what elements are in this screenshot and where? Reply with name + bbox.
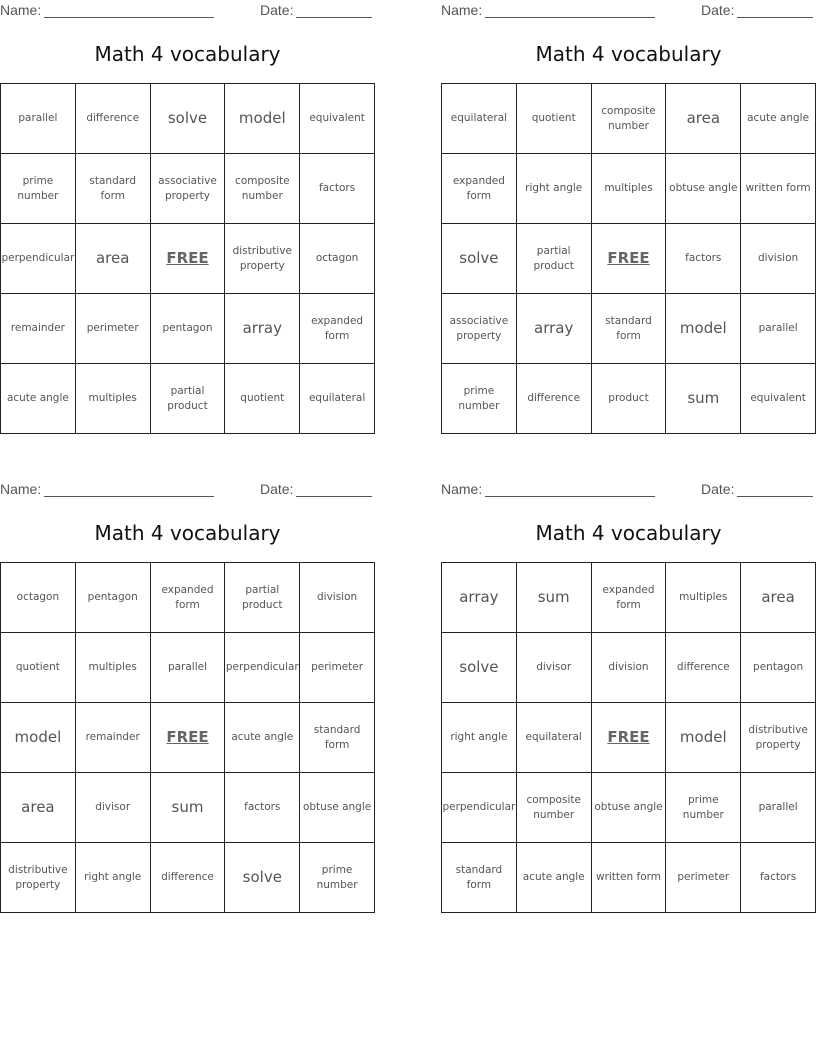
bingo-cell[interactable]: standard form: [442, 843, 517, 913]
bingo-card-1: [0, 0, 375, 412]
bingo-cell[interactable]: prime number: [666, 773, 741, 843]
bingo-cell[interactable]: standard form: [76, 154, 151, 224]
bingo-cell[interactable]: perimeter: [666, 843, 741, 913]
bingo-cell[interactable]: remainder: [1, 294, 76, 364]
bingo-cell[interactable]: distributive property: [225, 224, 300, 294]
bingo-cell[interactable]: factors: [300, 154, 375, 224]
bingo-card-3: [0, 479, 375, 891]
card-title: Math 4 vocabulary: [535, 521, 722, 545]
bingo-cell[interactable]: parallel: [151, 633, 226, 703]
bingo-cell[interactable]: difference: [151, 843, 226, 913]
bingo-cell[interactable]: partial product: [225, 563, 300, 633]
bingo-cell[interactable]: equivalent: [300, 84, 375, 154]
bingo-cell[interactable]: composite number: [517, 773, 592, 843]
bingo-card-2: [441, 0, 816, 412]
bingo-cell[interactable]: associative property: [442, 294, 517, 364]
bingo-cell[interactable]: difference: [666, 633, 741, 703]
bingo-cell[interactable]: prime number: [442, 364, 517, 434]
bingo-cell[interactable]: pentagon: [741, 633, 816, 703]
bingo-cell[interactable]: area: [666, 84, 741, 154]
free-space-cell[interactable]: FREE: [592, 224, 667, 294]
date-field[interactable]: [260, 2, 372, 18]
bingo-cell[interactable]: acute angle: [225, 703, 300, 773]
date-blank-line: [737, 482, 813, 497]
date-label: Date:: [701, 2, 735, 18]
bingo-cell[interactable]: division: [741, 224, 816, 294]
name-blank-line: [44, 3, 214, 18]
bingo-cell[interactable]: parallel: [741, 294, 816, 364]
name-field[interactable]: [441, 481, 655, 497]
bingo-cell[interactable]: perpendicular: [225, 633, 300, 703]
bingo-cell[interactable]: area: [741, 563, 816, 633]
bingo-cell[interactable]: model: [666, 294, 741, 364]
bingo-cell[interactable]: sum: [666, 364, 741, 434]
name-label: Name:: [441, 481, 483, 497]
bingo-cell[interactable]: factors: [741, 843, 816, 913]
bingo-cell[interactable]: perpendicular: [442, 773, 517, 843]
bingo-cell[interactable]: factors: [666, 224, 741, 294]
bingo-cell[interactable]: area: [76, 224, 151, 294]
bingo-cell[interactable]: right angle: [76, 843, 151, 913]
name-label: Name:: [0, 2, 42, 18]
bingo-cell[interactable]: pentagon: [76, 563, 151, 633]
name-field[interactable]: [441, 2, 655, 18]
bingo-cell[interactable]: right angle: [442, 703, 517, 773]
bingo-grid: [441, 83, 816, 434]
free-space-cell[interactable]: FREE: [592, 703, 667, 773]
bingo-cell[interactable]: multiples: [76, 364, 151, 434]
name-label: Name:: [0, 481, 42, 497]
bingo-cell[interactable]: prime number: [300, 843, 375, 913]
bingo-cell[interactable]: parallel: [1, 84, 76, 154]
card-title: Math 4 vocabulary: [94, 42, 281, 66]
bingo-cell[interactable]: array: [442, 563, 517, 633]
bingo-cell[interactable]: perpendicular: [1, 224, 76, 294]
bingo-cell[interactable]: quotient: [225, 364, 300, 434]
bingo-cell[interactable]: solve: [442, 633, 517, 703]
bingo-cell[interactable]: array: [517, 294, 592, 364]
bingo-cell[interactable]: equilateral: [517, 703, 592, 773]
card-header: [0, 479, 375, 501]
date-field[interactable]: [701, 481, 813, 497]
card-header: [441, 0, 816, 22]
bingo-cell[interactable]: composite number: [225, 154, 300, 224]
bingo-grid: [0, 562, 375, 913]
date-label: Date:: [260, 2, 294, 18]
bingo-cell[interactable]: solve: [151, 84, 226, 154]
bingo-cell[interactable]: division: [592, 633, 667, 703]
date-field[interactable]: [701, 2, 813, 18]
bingo-cell[interactable]: acute angle: [741, 84, 816, 154]
bingo-cell[interactable]: product: [592, 364, 667, 434]
bingo-cell[interactable]: prime number: [1, 154, 76, 224]
bingo-cell[interactable]: acute angle: [1, 364, 76, 434]
bingo-cell[interactable]: division: [300, 563, 375, 633]
bingo-cell[interactable]: expanded form: [592, 563, 667, 633]
bingo-cell[interactable]: distributive property: [741, 703, 816, 773]
bingo-cell[interactable]: equilateral: [442, 84, 517, 154]
name-field[interactable]: [0, 2, 214, 18]
date-field[interactable]: [260, 481, 372, 497]
bingo-cell[interactable]: multiples: [76, 633, 151, 703]
bingo-cell[interactable]: sum: [517, 563, 592, 633]
bingo-cell[interactable]: solve: [225, 843, 300, 913]
bingo-cell[interactable]: model: [666, 703, 741, 773]
card-title: Math 4 vocabulary: [94, 521, 281, 545]
bingo-cell[interactable]: solve: [442, 224, 517, 294]
card-header: [441, 479, 816, 501]
bingo-cell[interactable]: distributive property: [1, 843, 76, 913]
bingo-cell[interactable]: array: [225, 294, 300, 364]
bingo-cell[interactable]: expanded form: [442, 154, 517, 224]
bingo-cell[interactable]: written form: [741, 154, 816, 224]
bingo-cell[interactable]: remainder: [76, 703, 151, 773]
date-label: Date:: [260, 481, 294, 497]
name-blank-line: [485, 3, 655, 18]
date-blank-line: [737, 3, 813, 18]
bingo-cell[interactable]: area: [1, 773, 76, 843]
bingo-cell[interactable]: octagon: [1, 563, 76, 633]
bingo-cell[interactable]: standard form: [300, 703, 375, 773]
bingo-cell[interactable]: perimeter: [300, 633, 375, 703]
bingo-cell[interactable]: written form: [592, 843, 667, 913]
bingo-cell[interactable]: pentagon: [151, 294, 226, 364]
name-blank-line: [485, 482, 655, 497]
bingo-cell[interactable]: partial product: [517, 224, 592, 294]
bingo-cell[interactable]: factors: [225, 773, 300, 843]
date-label: Date:: [701, 481, 735, 497]
bingo-cell[interactable]: equilateral: [300, 364, 375, 434]
bingo-cell[interactable]: octagon: [300, 224, 375, 294]
date-blank-line: [296, 3, 372, 18]
bingo-cell[interactable]: divisor: [517, 633, 592, 703]
name-label: Name:: [441, 2, 483, 18]
bingo-cell[interactable]: divisor: [76, 773, 151, 843]
card-header: [0, 0, 375, 22]
name-field[interactable]: [0, 481, 214, 497]
bingo-cell[interactable]: quotient: [517, 84, 592, 154]
bingo-cell[interactable]: right angle: [517, 154, 592, 224]
bingo-cell[interactable]: perimeter: [76, 294, 151, 364]
free-space-cell[interactable]: FREE: [151, 703, 226, 773]
bingo-cell[interactable]: expanded form: [300, 294, 375, 364]
bingo-cell[interactable]: partial product: [151, 364, 226, 434]
bingo-grid: [0, 83, 375, 434]
bingo-cell[interactable]: multiples: [592, 154, 667, 224]
bingo-cell[interactable]: difference: [517, 364, 592, 434]
bingo-cell[interactable]: sum: [151, 773, 226, 843]
bingo-cell[interactable]: associative property: [151, 154, 226, 224]
bingo-grid: [441, 562, 816, 913]
bingo-cell[interactable]: difference: [76, 84, 151, 154]
bingo-cell[interactable]: obtuse angle: [666, 154, 741, 224]
bingo-card-4: [441, 479, 816, 891]
bingo-cell[interactable]: equivalent: [741, 364, 816, 434]
bingo-cell[interactable]: standard form: [592, 294, 667, 364]
card-title: Math 4 vocabulary: [535, 42, 722, 66]
bingo-cell[interactable]: parallel: [741, 773, 816, 843]
bingo-cell[interactable]: acute angle: [517, 843, 592, 913]
bingo-cell[interactable]: expanded form: [151, 563, 226, 633]
bingo-cell[interactable]: obtuse angle: [592, 773, 667, 843]
bingo-cell[interactable]: composite number: [592, 84, 667, 154]
bingo-cell[interactable]: multiples: [666, 563, 741, 633]
bingo-cell[interactable]: model: [225, 84, 300, 154]
date-blank-line: [296, 482, 372, 497]
free-space-cell[interactable]: FREE: [151, 224, 226, 294]
bingo-cell[interactable]: obtuse angle: [300, 773, 375, 843]
name-blank-line: [44, 482, 214, 497]
bingo-cell[interactable]: model: [1, 703, 76, 773]
bingo-cell[interactable]: quotient: [1, 633, 76, 703]
